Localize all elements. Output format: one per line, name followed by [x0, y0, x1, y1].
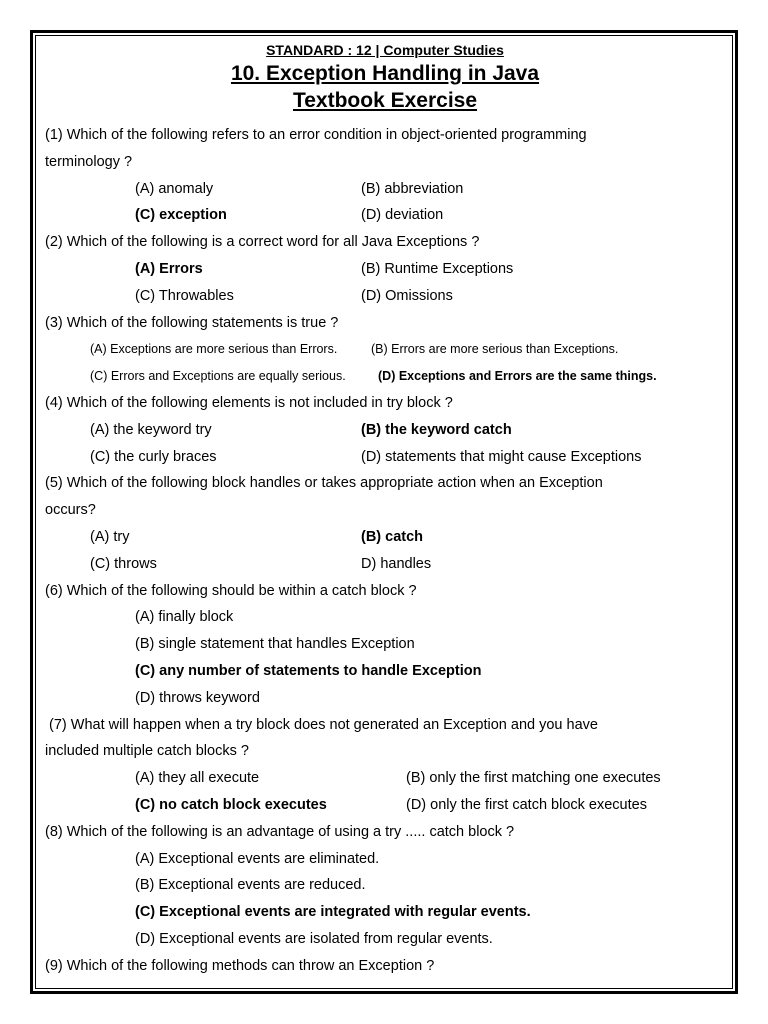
- question-1-options-row-1: [45, 176, 725, 203]
- question-4: (4) Which of the following elements is not included in try block ?: [45, 394, 453, 411]
- question-6-option-a-row: [45, 604, 725, 631]
- option-b: (B) Runtime Exceptions: [361, 260, 514, 277]
- option-d: (D) Omissions: [361, 287, 453, 304]
- question-6-option-b-row: [45, 631, 725, 658]
- question-2: (2) Which of the following is a correct word for all Java Exceptions ?: [45, 234, 480, 251]
- option-c-answer: (C) any number of statements to handle Exception: [135, 662, 482, 679]
- question-8: (8) Which of the following is an advantage of using a try ..... catch block ?: [45, 823, 515, 840]
- question-4-options-row-2: [45, 444, 725, 471]
- question-3-options-row-1: [45, 336, 725, 363]
- option-d: D) handles: [361, 555, 432, 572]
- question-3: (3) Which of the following statements is true ?: [45, 314, 339, 331]
- option-a-answer: (A) Errors: [135, 260, 203, 277]
- question-7-options-row-1: [45, 765, 725, 792]
- option-d: (D) throws keyword: [135, 689, 260, 706]
- option-a: (A) Exceptional events are eliminated.: [135, 850, 380, 867]
- question-7: (7) What will happen when a try block does not generated an Exception and you have: [45, 716, 598, 733]
- option-a: (A) anomaly: [135, 180, 214, 197]
- option-d-answer: (D) Exceptions and Errors are the same things.: [378, 369, 657, 384]
- option-d: (D) deviation: [361, 207, 444, 224]
- option-a: (A) Exceptions are more serious than Errors.: [90, 342, 338, 357]
- option-c: (C) the curly braces: [90, 448, 217, 465]
- question-1-cont: terminology ?: [45, 153, 133, 170]
- standard-heading: STANDARD : 12 | Computer Studies: [266, 42, 504, 58]
- option-c-answer: (C) no catch block executes: [135, 796, 327, 813]
- option-d: (D) statements that might cause Exceptions: [361, 448, 642, 465]
- question-9: (9) Which of the following methods can throw an Exception ?: [45, 957, 435, 974]
- option-b: (B) Errors are more serious than Exceptions.: [371, 342, 619, 357]
- option-b-answer: (B) catch: [361, 528, 424, 545]
- question-3-options-row-2: [45, 363, 725, 390]
- option-a: (A) try: [90, 528, 130, 545]
- option-b: (B) abbreviation: [361, 180, 464, 197]
- option-c-answer: (C) exception: [135, 207, 227, 224]
- option-d: (D) only the first catch block executes: [406, 796, 647, 813]
- question-6-option-d-row: [45, 685, 725, 712]
- option-b: (B) Exceptional events are reduced.: [135, 877, 366, 894]
- option-d: (D) Exceptional events are isolated from regular events.: [135, 930, 493, 947]
- question-7-cont: included multiple catch blocks ?: [45, 743, 249, 760]
- question-8-option-b-row: [45, 872, 725, 899]
- option-c-answer: (C) Exceptional events are integrated with regular events.: [135, 904, 531, 921]
- option-a: (A) the keyword try: [90, 421, 212, 438]
- question-8-option-a-row: [45, 846, 725, 873]
- option-c: (C) Throwables: [135, 287, 234, 304]
- worksheet: [45, 38, 725, 980]
- option-a: (A) finally block: [135, 609, 234, 626]
- option-c: (C) throws: [90, 555, 157, 572]
- question-7-options-row-2: [45, 792, 725, 819]
- option-b: (B) only the first matching one executes: [406, 770, 661, 787]
- option-c: (C) Errors and Exceptions are equally serious.: [90, 369, 346, 384]
- question-8-option-c-row: [45, 899, 725, 926]
- option-a: (A) they all execute: [135, 770, 260, 787]
- question-5: (5) Which of the following block handles or takes appropriate action when an Exception: [45, 475, 603, 492]
- question-2-options-row-1: [45, 256, 725, 283]
- question-2-options-row-2: [45, 283, 725, 310]
- question-8-option-d-row: [45, 926, 725, 953]
- question-5-cont: occurs?: [45, 502, 96, 519]
- question-1: (1) Which of the following refers to an error condition in object-oriented programming: [45, 127, 587, 143]
- option-b: (B) single statement that handles Exception: [135, 636, 415, 653]
- question-5-options-row-1: [45, 524, 725, 551]
- exercise-subtitle: Textbook Exercise: [292, 89, 478, 112]
- option-b-answer: (B) the keyword catch: [361, 421, 512, 438]
- question-4-options-row-1: [45, 417, 725, 444]
- question-6: (6) Which of the following should be within a catch block ?: [45, 582, 417, 599]
- question-1-options-row-2: [45, 202, 725, 229]
- chapter-title: 10. Exception Handling in Java: [230, 62, 540, 85]
- question-6-option-c-row: [45, 658, 725, 685]
- question-5-options-row-2: [45, 551, 725, 578]
